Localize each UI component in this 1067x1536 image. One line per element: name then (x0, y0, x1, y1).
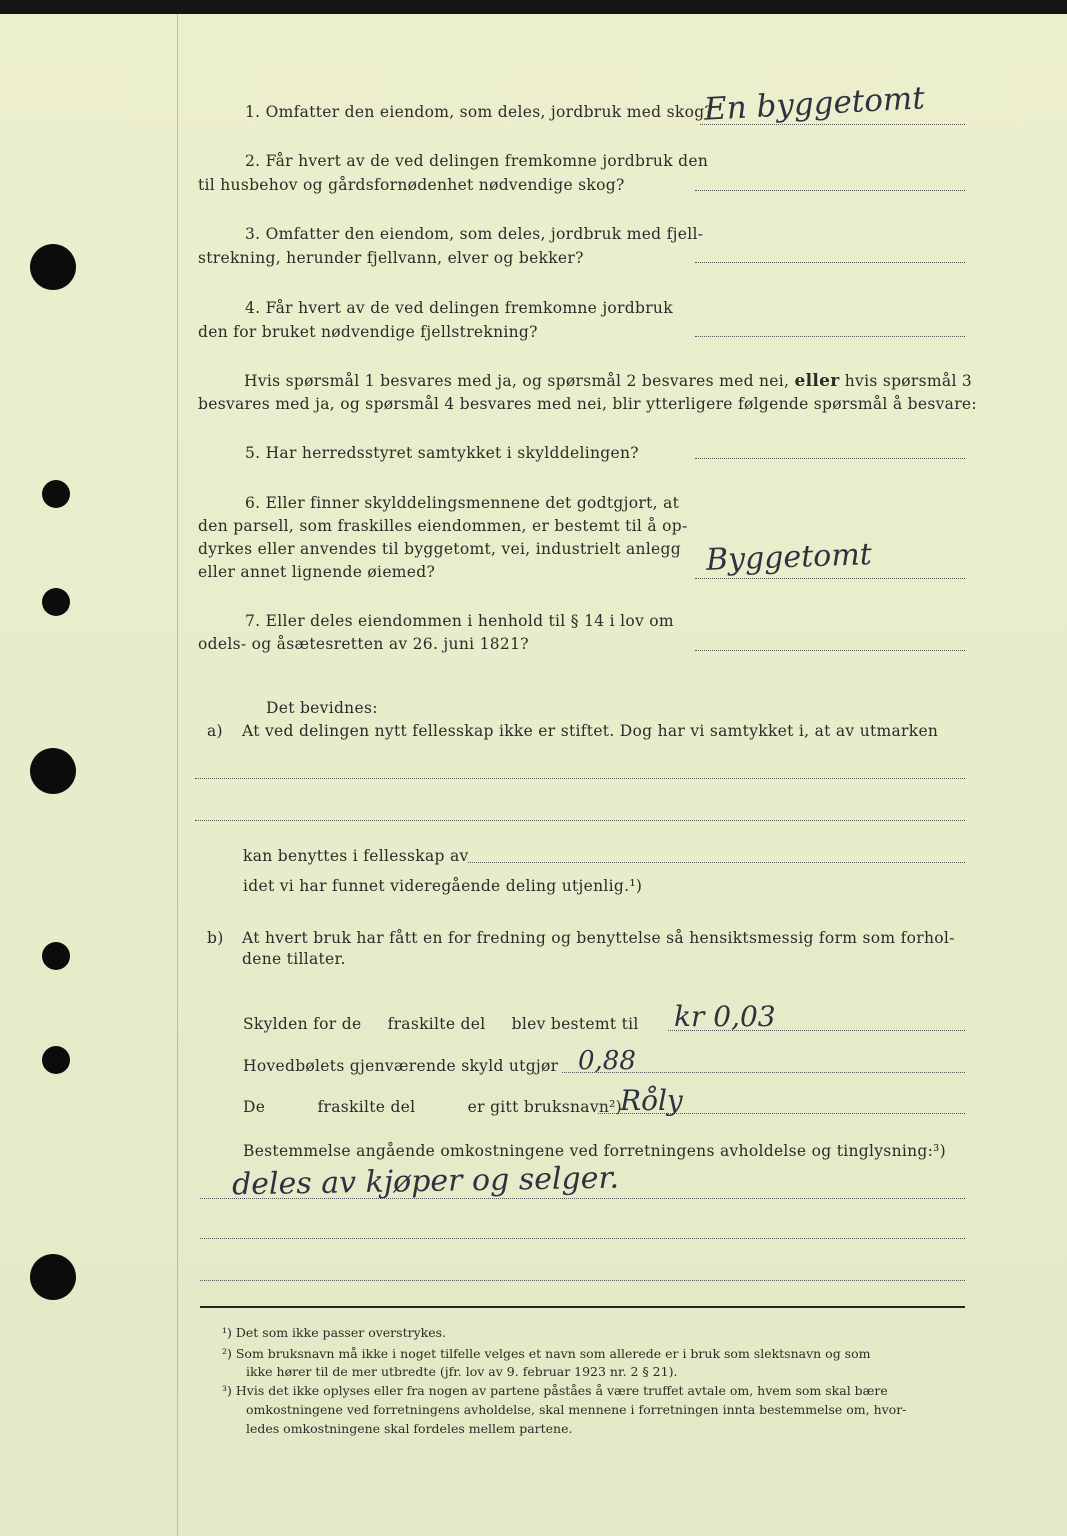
bevidnes-b-label: b) (207, 929, 224, 947)
answer-line-2 (695, 190, 965, 191)
bevidnes-b-line-2: dene tillater. (242, 950, 346, 968)
punch-hole (42, 588, 70, 616)
fill-line (200, 1238, 965, 1239)
punch-hole (42, 480, 70, 508)
question-6-line-3: dyrkes eller anvendes til byggetomt, vei, industrielt anlegg (198, 540, 681, 558)
question-1: 1. Omfatter den eiendom, som deles, jordbruk med skog? (245, 103, 714, 121)
condition-line-1 (244, 371, 972, 391)
footnote-rule (200, 1306, 965, 1308)
answer-1-handwriting: En byggetomt (703, 80, 926, 128)
fill-line (200, 1198, 965, 1199)
answer-line-7 (695, 650, 965, 651)
question-6-line-1: 6. Eller finner skylddelingsmennene det godtgjort, at (245, 494, 680, 512)
answer-line-5 (695, 458, 965, 459)
punch-hole (42, 942, 70, 970)
punch-hole (30, 1254, 76, 1300)
question-7-line-1: 7. Eller deles eiendommen i henhold til § 14 i lov om (245, 612, 674, 630)
footnote-2-line-1: ²) Som bruksnavn må ikke i noget tilfelle velges et navn som allerede er i bruk som slektsnavn og som (222, 1346, 871, 1361)
footnote-1: ¹) Det som ikke passer overstrykes. (222, 1325, 446, 1340)
bevidnes-a-line-3: idet vi har funnet videregående deling utjenlig.¹) (243, 877, 643, 895)
condition-text-b: hvis spørsmål 3 (844, 372, 973, 390)
scan-top-edge (0, 0, 1067, 14)
omkostninger-handwriting: deles av kjøper og selger. (231, 1160, 620, 1203)
footnote-3-line-3: ledes omkostningene skal fordeles mellem partene. (246, 1421, 573, 1436)
question-5: 5. Har herredsstyret samtykket i skylddelingen? (245, 444, 639, 462)
question-2-line-2: til husbehov og gårdsfornødenhet nødvendige skog? (198, 176, 625, 194)
bevidnes-a-label: a) (207, 722, 223, 740)
footnote-2-line-2: ikke hører til de mer utbredte (jfr. lov av 9. februar 1923 nr. 2 § 21). (246, 1364, 678, 1379)
skyld-line-3: De fraskilte del er gitt bruksnavn²) (243, 1098, 623, 1116)
question-3-line-2: strekning, herunder fjellvann, elver og bekker? (198, 249, 584, 267)
bevidnes-b-line-1: At hvert bruk har fått en for fredning og benyttelse så hensiktsmessig form som forhol- (242, 929, 955, 947)
condition-line-2: besvares med ja, og spørsmål 4 besvares med nei, blir ytterligere følgende spørsmål å besvare: (198, 395, 977, 413)
condition-eller: eller (794, 371, 840, 391)
fill-line (195, 820, 965, 821)
answer-line-3 (695, 262, 965, 263)
fill-line (468, 862, 965, 863)
question-3-line-1: 3. Omfatter den eiendom, som deles, jordbruk med fjell- (245, 225, 704, 243)
fill-line (200, 1280, 965, 1281)
question-4-line-2: den for bruket nødvendige fjellstrekning? (198, 323, 538, 341)
skyld-line-4: Bestemmelse angående omkostningene ved forretningens avholdelse og tinglysning:³) (243, 1142, 946, 1160)
answer-line-4 (695, 336, 965, 337)
margin-line (177, 14, 178, 1536)
footnote-3-line-1: ³) Hvis det ikke oplyses eller fra nogen av partene påståes å være truffet avtale om, hvem som skal bære (222, 1383, 888, 1398)
punch-hole (30, 748, 76, 794)
punch-hole (42, 1046, 70, 1074)
answer-line-6 (695, 578, 965, 579)
question-4-line-1: 4. Får hvert av de ved delingen fremkomne jordbruk (245, 299, 673, 317)
fill-line (195, 778, 965, 779)
bevidnes-a-text: At ved delingen nytt fellesskap ikke er stiftet. Dog har vi samtykket i, at av utmarken (242, 722, 939, 740)
bruksnavn-handwriting: Ro̊ly (620, 1084, 683, 1117)
condition-text-a: Hvis spørsmål 1 besvares med ja, og spørsmål 2 besvares med nei, (244, 372, 790, 390)
punch-hole (30, 244, 76, 290)
hovedbol-handwriting: 0,88 (578, 1046, 636, 1076)
question-6-line-2: den parsell, som fraskilles eiendommen, er bestemt til å op- (198, 517, 688, 535)
question-6-line-4: eller annet lignende øiemed? (198, 563, 436, 581)
question-7-line-2: odels- og åsætesretten av 26. juni 1821? (198, 635, 529, 653)
footnote-3-line-2: omkostningene ved forretningens avholdelse, skal mennene i forretningen innta bestemmelse om, hvor- (246, 1402, 907, 1417)
bevidnes-heading: Det bevidnes: (266, 699, 378, 717)
skyld-handwriting: kr 0,03 (674, 1000, 776, 1033)
skyld-line-2: Hovedbølets gjenværende skyld utgjør (243, 1057, 559, 1075)
answer-6-handwriting: Byggetomt (705, 537, 873, 578)
skyld-line-1: Skylden for de fraskilte del blev bestemt til (243, 1015, 639, 1033)
question-2-line-1: 2. Får hvert av de ved delingen fremkomne jordbruk den (245, 152, 709, 170)
bevidnes-a-line-2: kan benyttes i fellesskap av (243, 847, 469, 865)
